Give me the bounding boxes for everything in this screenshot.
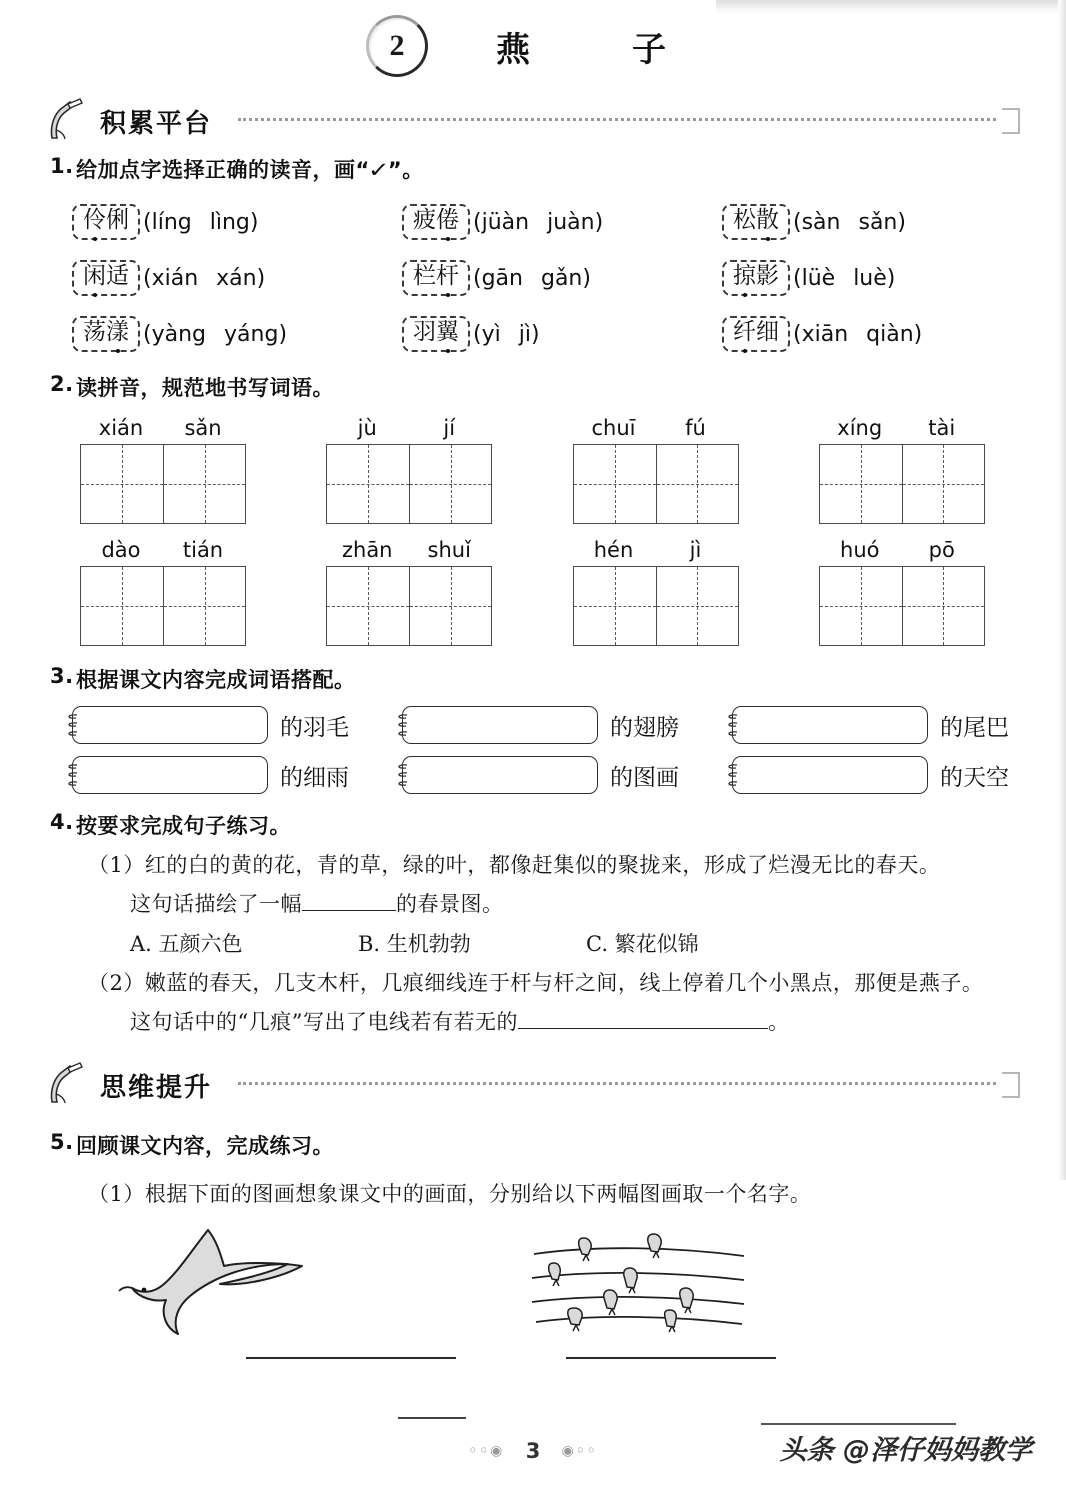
pencil-icon (46, 98, 92, 144)
tianzige-cell[interactable] (163, 445, 245, 523)
dotted-char: 纤 (733, 319, 756, 346)
section-banner-thinking (46, 1062, 1020, 1108)
tianzige-cell[interactable] (656, 445, 738, 523)
choice-item-lueying[interactable] (722, 260, 1032, 295)
pinyin-option[interactable]: lüè (801, 265, 836, 291)
pinyin-syllable: jù (357, 416, 377, 440)
dotted-char: 散 (756, 207, 779, 234)
page-number-value: 3 (525, 1439, 541, 1463)
pencil-icon (46, 1062, 92, 1108)
exercise-5-prompt: 回顾课文内容，完成练习。 (76, 1134, 334, 1158)
dotted-char: 漾 (106, 319, 129, 346)
pinyin-option[interactable]: sǎn (858, 209, 898, 235)
tianzige-box[interactable] (326, 444, 492, 524)
exercise-1-prompt-post: ”。 (387, 158, 424, 182)
section-banner-accumulation (46, 98, 1020, 144)
pinyin-options[interactable]: (xiān qiàn) (793, 321, 923, 347)
dotted-char: 倦 (436, 207, 459, 234)
tianzige-box[interactable] (326, 566, 492, 646)
exercise-2-heading (50, 372, 1020, 402)
writing-grid-item[interactable] (318, 416, 564, 524)
tianzige-cell[interactable] (409, 445, 491, 523)
tianzige-box[interactable] (573, 444, 739, 524)
pinyin-option[interactable]: yàng (151, 321, 207, 347)
exercise-4-prompt: 按要求完成句子练习。 (76, 814, 291, 838)
spiral-rings-icon (63, 761, 79, 791)
tianzige-cell[interactable] (163, 567, 245, 645)
pinyin-options[interactable]: (sàn sǎn) (793, 209, 906, 235)
tianzige-box[interactable] (819, 566, 985, 646)
plain-char: 疲 (413, 207, 436, 234)
writing-grid-item[interactable] (811, 416, 1057, 524)
pinyin-syllable: xián (98, 416, 144, 440)
pinyin-syllable: fú (685, 416, 706, 440)
collocation-input[interactable] (732, 706, 928, 744)
dotted-char: 伶 (83, 207, 106, 234)
collocation-label: 的天空 (940, 764, 1009, 791)
sentence-text: 红的白的黄的花，青的草，绿的叶，都像赶集似的聚拢来，形成了烂漫无比的春天。 (144, 853, 941, 877)
collocation-item-drizzle (72, 756, 402, 794)
page-footer (0, 1411, 1066, 1481)
pinyin-option[interactable]: yì (481, 321, 501, 347)
instruction-text: 根据下面的图画想象课文中的画面，分别给以下两幅图画取一个名字。 (144, 1182, 812, 1206)
exercise-4-1-sentence (88, 849, 1020, 879)
pinyin-option[interactable]: sàn (801, 209, 841, 235)
word-box (72, 204, 140, 239)
spiral-rings-icon (723, 711, 739, 741)
pinyin-options[interactable]: (líng lìng) (143, 209, 259, 235)
exercise-3-heading (50, 664, 1020, 694)
exercise-5-illustrations (116, 1222, 1020, 1359)
exercise-3-prompt: 根据课文内容完成词语搭配。 (76, 668, 356, 692)
plain-char: 细 (756, 319, 779, 346)
collocation-item-feather (72, 706, 402, 744)
collocation-input[interactable] (72, 706, 268, 744)
word-box (722, 316, 790, 351)
answer-blank[interactable] (302, 910, 396, 911)
grid-pinyin (565, 538, 811, 562)
collocation-label: 的图画 (610, 764, 679, 791)
choice-item-xianxi[interactable] (722, 316, 1032, 351)
choice-row (72, 250, 1032, 306)
option-c[interactable]: C. 繁花似锦 (586, 932, 699, 956)
choice-item-linli[interactable] (72, 204, 402, 239)
banner-rule (238, 1082, 996, 1095)
banner-cap (1002, 1072, 1020, 1098)
collocation-label: 的羽毛 (280, 714, 349, 741)
grid-pinyin (318, 538, 564, 562)
pinyin-syllable: sǎn (184, 416, 222, 440)
word-box (72, 316, 140, 351)
exercise-1-prompt (76, 154, 424, 184)
option-a[interactable]: A. 五颜六色 (130, 932, 243, 956)
tianzige-cell[interactable] (81, 567, 163, 645)
sentence-text: 嫩蓝的春天，几支木杆，几痕细线连于杆与杆之间，线上停着几个小黑点，那便是燕子。 (144, 971, 984, 995)
dotted-char: 掠 (733, 263, 756, 290)
checkmark-icon: ✓ (367, 158, 391, 182)
pinyin-option[interactable]: jüàn (481, 209, 530, 235)
pinyin-option[interactable]: lìng (209, 209, 250, 235)
section-label-accumulation: 积累平台 (100, 108, 213, 139)
writing-grid-item[interactable] (72, 538, 318, 646)
collocation-input[interactable] (402, 756, 598, 794)
writing-grid-item[interactable] (72, 416, 318, 524)
footer-rule-right (761, 1423, 956, 1425)
collocation-label: 的尾巴 (940, 714, 1009, 741)
writing-grid-item[interactable] (811, 538, 1057, 646)
exercise-4-1-task (130, 888, 1020, 918)
pinyin-syllable: xíng (837, 416, 883, 440)
pinyin-option[interactable]: gān (481, 265, 523, 291)
spiral-rings-icon (723, 761, 739, 791)
plain-char: 松 (733, 207, 756, 234)
choice-item-pijuan[interactable] (402, 204, 722, 239)
exercise-4-number: 4. (50, 810, 74, 834)
flying-swallow-illustration (116, 1329, 376, 1346)
collocation-label: 的翅膀 (610, 714, 679, 741)
dotted-char: 翼 (436, 319, 459, 346)
pinyin-option[interactable]: xiān (801, 321, 849, 347)
exercise-4-1-options (130, 928, 1020, 958)
collocation-label: 的细雨 (280, 764, 349, 791)
grid-pinyin (72, 538, 318, 562)
pinyin-options[interactable]: (gān gǎn) (473, 265, 591, 291)
pinyin-options[interactable]: (yàng yáng) (143, 321, 288, 347)
writing-grid-row (72, 416, 1057, 524)
grid-pinyin (811, 538, 1057, 562)
writing-grid-item[interactable] (565, 416, 811, 524)
page-title: 燕 子 (496, 29, 700, 70)
plain-char: 影 (756, 263, 779, 290)
pinyin-syllable: shuǐ (427, 538, 471, 562)
lesson-title-row (46, 0, 1020, 84)
collocation-item-wings (402, 706, 732, 744)
plain-char: 栏 (413, 263, 436, 290)
writing-grid-item[interactable] (565, 538, 811, 646)
word-box (722, 204, 790, 239)
exercise-3-number: 3. (50, 664, 74, 688)
pinyin-options[interactable]: (lüè luè) (793, 265, 896, 291)
pinyin-option[interactable]: luè (853, 265, 887, 291)
watermark: 头条 @泽仔妈妈教学 (779, 1435, 1032, 1466)
task-text-post: 的春景图。 (396, 892, 504, 916)
pinyin-syllable: zhān (341, 538, 393, 562)
tianzige-cell[interactable] (327, 567, 409, 645)
sub-marker: （1） (88, 853, 145, 877)
collocation-item-picture (402, 756, 732, 794)
word-box (402, 316, 470, 351)
pinyin-option[interactable]: juàn (547, 209, 595, 235)
sub-marker: （1） (88, 1182, 145, 1206)
exercise-1-prompt-pre: 给加点字选择正确的读音，画“ (76, 158, 370, 182)
banner-rule (238, 118, 996, 131)
exercise-1-heading (50, 154, 1020, 184)
pinyin-option[interactable]: xián (151, 265, 199, 291)
choice-item-songsan[interactable] (722, 204, 1032, 239)
picture-answer-blank-2[interactable] (566, 1357, 776, 1359)
picture-answer-blank-1[interactable] (246, 1357, 456, 1359)
tianzige-cell[interactable] (574, 567, 656, 645)
pinyin-syllable: jí (443, 416, 456, 440)
pinyin-option[interactable]: líng (151, 209, 192, 235)
pinyin-syllable: pō (928, 538, 955, 562)
spiral-rings-icon (393, 711, 409, 741)
writing-grid-row (72, 538, 1057, 646)
collocation-row (72, 706, 1062, 744)
pinyin-syllable: dào (101, 538, 141, 562)
tianzige-box[interactable] (80, 444, 246, 524)
lesson-number-badge: 2 (366, 15, 428, 77)
picture-panel-wires (526, 1230, 826, 1359)
answer-blank[interactable] (518, 1028, 768, 1029)
scan-edge-right (1058, 0, 1066, 1180)
spiral-rings-icon (393, 761, 409, 791)
exercise-2-number: 2. (50, 372, 74, 396)
option-b[interactable]: B. 生机勃勃 (358, 932, 471, 956)
pinyin-option[interactable]: qiàn (866, 321, 914, 347)
plain-char: 俐 (106, 207, 129, 234)
section-label-thinking: 思维提升 (100, 1072, 213, 1103)
exercise-1-number: 1. (50, 154, 74, 178)
pinyin-syllable: tián (182, 538, 224, 562)
tianzige-cell[interactable] (656, 567, 738, 645)
exercise-5-number: 5. (50, 1130, 74, 1154)
plain-char: 荡 (83, 319, 106, 346)
pinyin-options[interactable]: (jüàn juàn) (473, 209, 604, 235)
footer-rule-left (398, 1417, 466, 1419)
tianzige-box[interactable] (80, 566, 246, 646)
tianzige-cell[interactable] (81, 445, 163, 523)
pinyin-syllable: jì (689, 538, 702, 562)
pinyin-syllable: chuī (591, 416, 636, 440)
pinyin-option[interactable]: yáng (224, 321, 279, 347)
writing-grid-item[interactable] (318, 538, 564, 646)
picture-panel-swallow (116, 1222, 476, 1359)
collocation-item-tail (732, 706, 1062, 744)
pinyin-syllable: hén (593, 538, 634, 562)
choice-row (72, 306, 1032, 362)
tianzige-cell[interactable] (574, 445, 656, 523)
choice-item-xianshi[interactable] (72, 260, 402, 295)
choice-item-dangyang[interactable] (72, 316, 402, 351)
tianzige-cell[interactable] (820, 445, 902, 523)
pinyin-option[interactable]: jì (518, 321, 531, 347)
exercise-4-2-sentence (88, 967, 1020, 997)
page-ornament-left: ◦◦◉ (468, 1443, 505, 1459)
grid-pinyin (565, 416, 811, 440)
pinyin-options[interactable]: (yì jì) (473, 321, 540, 347)
plain-char: 羽 (413, 319, 436, 346)
word-box (402, 260, 470, 295)
banner-cap (1002, 108, 1020, 134)
collocation-input[interactable] (72, 756, 268, 794)
tianzige-cell[interactable] (409, 567, 491, 645)
grid-pinyin (811, 416, 1057, 440)
dotted-char: 闲 (83, 263, 106, 290)
task-text-pre: 这句话描绘了一幅 (130, 892, 302, 916)
page-ornament-right: ◉◦◦ (561, 1443, 598, 1459)
pinyin-option[interactable]: xán (216, 265, 257, 291)
pinyin-option[interactable]: gǎn (540, 265, 583, 291)
tianzige-box[interactable] (819, 444, 985, 524)
grid-pinyin (318, 416, 564, 440)
word-box (722, 260, 790, 295)
choice-row (72, 194, 1032, 250)
tianzige-cell[interactable] (902, 567, 984, 645)
choice-item-langan[interactable] (402, 260, 722, 295)
task-text-post: 。 (767, 1010, 790, 1034)
collocation-input[interactable] (732, 756, 928, 794)
spiral-rings-icon (63, 711, 79, 741)
grid-pinyin (72, 416, 318, 440)
collocation-input[interactable] (402, 706, 598, 744)
sub-marker: （2） (88, 971, 145, 995)
tianzige-cell[interactable] (820, 567, 902, 645)
exercise-5-1-text (88, 1178, 1020, 1208)
dotted-char: 杆 (436, 263, 459, 290)
exercise-1-choices (72, 194, 1032, 362)
collocation-row (72, 756, 1062, 794)
plain-char: 适 (106, 263, 129, 290)
swallows-on-wires-illustration (526, 1329, 756, 1346)
tianzige-box[interactable] (573, 566, 739, 646)
pinyin-syllable: tài (928, 416, 956, 440)
exercise-4-2-task (130, 1006, 1020, 1036)
word-box (72, 260, 140, 295)
tianzige-cell[interactable] (902, 445, 984, 523)
collocation-item-sky (732, 756, 1062, 794)
exercise-4-heading (50, 810, 1020, 840)
choice-item-yuyi[interactable] (402, 316, 722, 351)
tianzige-cell[interactable] (327, 445, 409, 523)
pinyin-syllable: huó (840, 538, 880, 562)
exercise-2-prompt: 读拼音，规范地书写词语。 (76, 376, 334, 400)
task-text-pre: 这句话中的“几痕”写出了电线若有若无的 (130, 1010, 518, 1034)
pinyin-options[interactable]: (xián xán) (143, 265, 266, 291)
word-box (402, 204, 470, 239)
exercise-5-heading (50, 1130, 1020, 1160)
